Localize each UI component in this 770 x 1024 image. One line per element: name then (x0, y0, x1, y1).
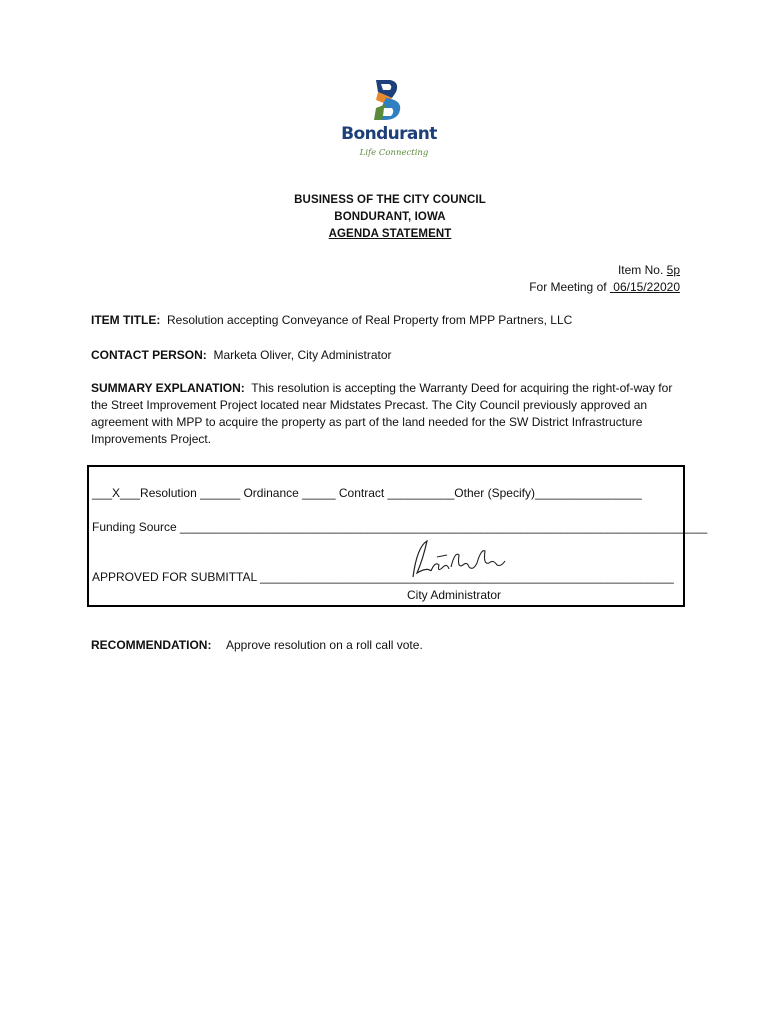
header-line-1: BUSINESS OF THE CITY COUNCIL (294, 194, 486, 206)
document-header (0, 192, 770, 243)
bondurant-logo (338, 78, 440, 164)
summary-label: SUMMARY EXPLANATION: (91, 381, 245, 395)
logo-wordmark: Bondurant (341, 124, 437, 144)
funding-source-line: Funding Source _______________________________________________________________________________ (92, 520, 708, 534)
meeting-date-row (529, 279, 680, 296)
signer-title: City Administrator (407, 588, 502, 602)
item-number-row (529, 262, 680, 279)
summary-explanation (91, 380, 676, 448)
summary-value: This resolution is accepting the Warranty Deed for acquiring the right-of-way for the Street Improvement Project located near Midstates Precast. The City Council previously approved an agreement with MPP to acquire the property as part of the land needed for the SW District Infrastructure Improvements Project. (91, 381, 673, 446)
bondurant-b-icon (372, 78, 406, 122)
header-line-3: AGENDA STATEMENT (328, 228, 452, 240)
approved-for-submittal-line: APPROVED FOR SUBMITTAL ______________________________________________________________ (92, 570, 674, 584)
contact-person (91, 347, 392, 364)
recommendation-label: RECOMMENDATION: (91, 638, 212, 652)
meeting-date-label: For Meeting of (529, 280, 607, 294)
document-type-line: ___X___Resolution ______ Ordinance _____ Contract __________Other (Specify)________________ (92, 486, 642, 500)
item-number-value: 5p (666, 263, 680, 277)
contact-person-label: CONTACT PERSON: (91, 348, 207, 362)
handwritten-signature (407, 537, 507, 583)
logo-tagline: Life Connecting (359, 148, 429, 158)
item-title (91, 312, 572, 329)
item-number-label: Item No. (617, 263, 664, 277)
approval-box (87, 465, 708, 607)
item-title-value: Resolution accepting Conveyance of Real Property from MPP Partners, LLC (167, 313, 573, 327)
recommendation-value: Approve resolution on a roll call vote. (226, 638, 423, 652)
header-line-2: BONDURANT, IOWA (334, 211, 446, 223)
contact-person-value: Marketa Oliver, City Administrator (213, 348, 392, 362)
meeting-meta (529, 262, 680, 296)
meeting-date-value: 06/15/22020 (613, 280, 680, 294)
item-title-label: ITEM TITLE: (91, 313, 161, 327)
